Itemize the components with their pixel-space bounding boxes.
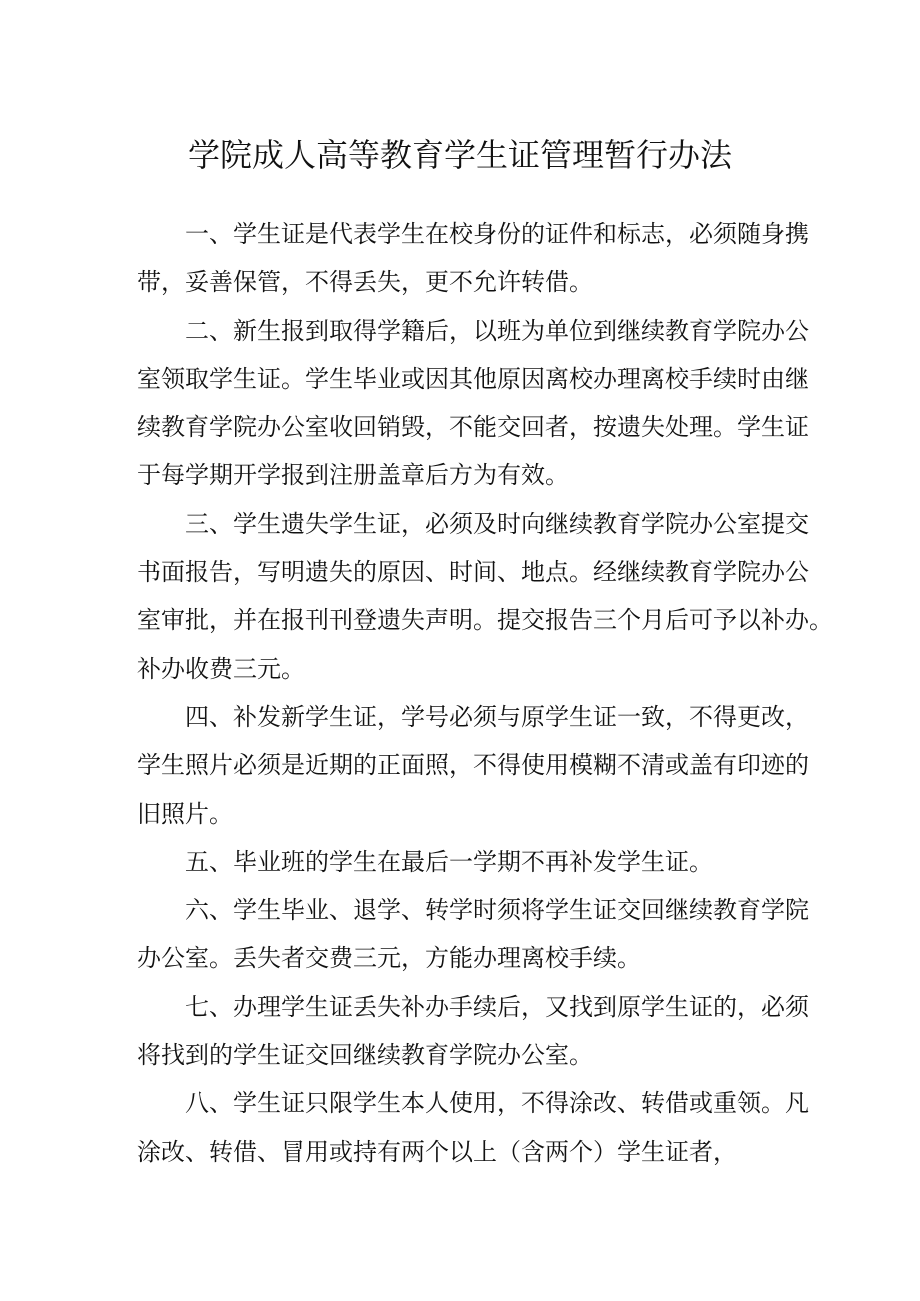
- paragraph-line: 于每学期开学报到注册盖章后方为有效。: [137, 461, 569, 490]
- paragraph-line: 四、补发新学生证，学号必须与原学生证一致，不得更改，: [185, 702, 809, 731]
- paragraph-line: 带，妥善保管，不得丢失，更不允许转借。: [137, 268, 593, 297]
- paragraph-line: 一、学生证是代表学生在校身份的证件和标志，必须随身携: [185, 220, 809, 248]
- paragraph: [137, 1079, 809, 1176]
- paragraph-line: 旧照片。: [137, 799, 233, 828]
- paragraph-line: 涂改、转借、冒用或持有两个以上（含两个）学生证者，: [137, 1137, 737, 1166]
- paragraph-line: 五、毕业班的学生在最后一学期不再补发学生证。: [185, 847, 713, 876]
- paragraph: [137, 500, 833, 693]
- paragraph-line: 补办收费三元。: [137, 654, 305, 683]
- paragraph: [137, 838, 787, 886]
- paragraph-line: 书面报告，写明遗失的原因、时间、地点。经继续教育学院办公: [137, 558, 809, 587]
- paragraph-line: 学生照片必须是近期的正面照，不得使用模糊不清或盖有印迹的: [137, 751, 809, 780]
- paragraph: [137, 886, 809, 983]
- paragraph: [137, 983, 809, 1080]
- paragraph: [137, 693, 809, 838]
- paragraph: [137, 210, 809, 307]
- document-body: [137, 210, 833, 1176]
- paragraph-line: 续教育学院办公室收回销毁，不能交回者，按遗失处理。学生证: [137, 413, 809, 442]
- paragraph: [137, 307, 809, 500]
- paragraph-line: 室审批，并在报刊刊登遗失声明。提交报告三个月后可予以补办。: [137, 606, 833, 635]
- paragraph-line: 室领取学生证。学生毕业或因其他原因离校办理离校手续时由继: [137, 364, 809, 393]
- document-title: 学院成人高等教育学生证管理暂行办法: [187, 136, 732, 174]
- paragraph-line: 将找到的学生证交回继续教育学院办公室。: [137, 1041, 593, 1070]
- paragraph-line: 办公室。丢失者交费三元，方能办理离校手续。: [137, 944, 641, 973]
- paragraph-line: 七、办理学生证丢失补办手续后，又找到原学生证的，必须: [185, 992, 809, 1021]
- paragraph-line: 二、新生报到取得学籍后，以班为单位到继续教育学院办公: [185, 316, 809, 345]
- paragraph-line: 八、学生证只限学生本人使用，不得涂改、转借或重领。凡: [185, 1089, 809, 1118]
- paragraph-line: 六、学生毕业、退学、转学时须将学生证交回继续教育学院: [185, 896, 809, 925]
- paragraph-line: 三、学生遗失学生证，必须及时向继续教育学院办公室提交: [185, 509, 809, 538]
